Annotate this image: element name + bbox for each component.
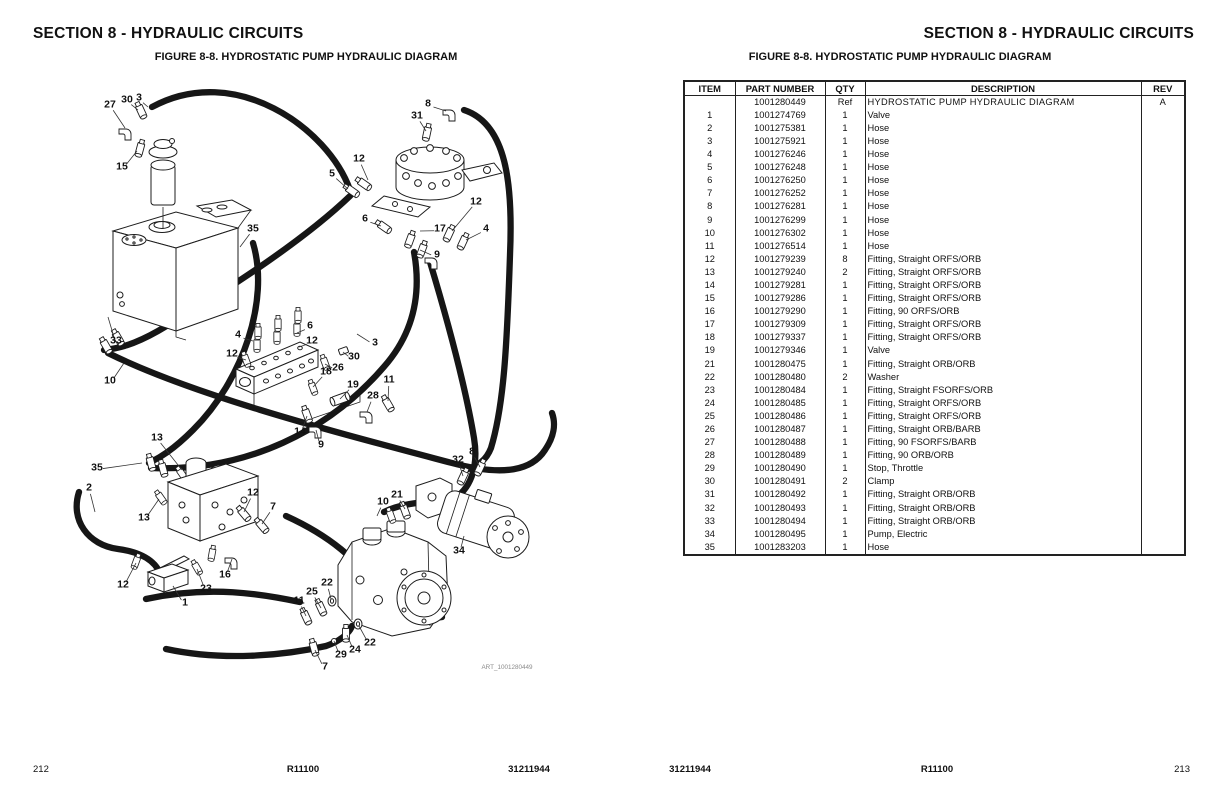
footer-docnum-left: 31211944 xyxy=(508,764,550,775)
column-header: DESCRIPTION xyxy=(865,81,1141,96)
cell-rev xyxy=(1141,371,1185,384)
callout-label: 12 xyxy=(470,195,482,208)
cell-rev xyxy=(1141,358,1185,371)
callout-label: 12 xyxy=(226,347,238,360)
table-row xyxy=(684,148,1185,161)
cell-part: 1001279337 xyxy=(735,332,825,345)
cell-item: 6 xyxy=(684,175,735,188)
cell-rev xyxy=(1141,188,1185,201)
cell-rev xyxy=(1141,175,1185,188)
cell-qty: 2 xyxy=(825,266,865,279)
callout-label: 7 xyxy=(270,500,276,513)
hydraulic-tank xyxy=(113,200,251,340)
cell-desc: Fitting, Straight ORB/ORB xyxy=(865,502,1141,515)
cell-item: 5 xyxy=(684,161,735,174)
callout-label: 9 xyxy=(318,438,324,451)
cell-rev xyxy=(1141,122,1185,135)
cell-desc: Valve xyxy=(865,345,1141,358)
callout-label: 35 xyxy=(247,222,259,235)
cell-part: 1001280486 xyxy=(735,410,825,423)
callout-leader-line xyxy=(90,494,95,512)
cell-qty: 1 xyxy=(825,319,865,332)
cell-item: 16 xyxy=(684,306,735,319)
callout-leader-line xyxy=(377,508,381,516)
cell-desc: Fitting, Straight ORFS/ORB xyxy=(865,319,1141,332)
section-header-right: SECTION 8 - HYDRAULIC CIRCUITS xyxy=(923,25,1194,42)
cell-part: 1001279290 xyxy=(735,306,825,319)
table-row xyxy=(684,515,1185,528)
cell-item: 25 xyxy=(684,410,735,423)
table-row xyxy=(684,122,1185,135)
callout-label: 12 xyxy=(117,578,129,591)
callout-label: 12 xyxy=(306,334,318,347)
cell-item: 3 xyxy=(684,135,735,148)
callout-label: 12 xyxy=(247,486,259,499)
callout-label: 4 xyxy=(483,222,489,235)
cell-item: 29 xyxy=(684,463,735,476)
cell-item: 1 xyxy=(684,109,735,122)
cell-part: 1001279346 xyxy=(735,345,825,358)
cell-item: 8 xyxy=(684,201,735,214)
table-row xyxy=(684,175,1185,188)
cell-desc: Hose xyxy=(865,148,1141,161)
cell-qty: 2 xyxy=(825,476,865,489)
cell-desc: Valve xyxy=(865,109,1141,122)
callout-label: 23 xyxy=(200,582,212,595)
cell-item: 18 xyxy=(684,332,735,345)
table-row xyxy=(684,463,1185,476)
cell-desc: Hose xyxy=(865,541,1141,555)
cell-desc: Fitting, 90 FSORFS/BARB xyxy=(865,436,1141,449)
cell-rev xyxy=(1141,279,1185,292)
cell-desc: Fitting, 90 ORB/ORB xyxy=(865,450,1141,463)
callout-leader-line xyxy=(367,402,371,412)
cell-rev xyxy=(1141,253,1185,266)
cell-desc: Fitting, Straight ORFS/ORB xyxy=(865,266,1141,279)
cell-part: 1001279309 xyxy=(735,319,825,332)
table-row xyxy=(684,188,1185,201)
cell-desc: Washer xyxy=(865,371,1141,384)
art-reference-label: ART_1001280449 xyxy=(481,664,533,671)
cell-qty: 8 xyxy=(825,253,865,266)
cell-item: 13 xyxy=(684,266,735,279)
cell-qty: 1 xyxy=(825,292,865,305)
cell-part: 1001276299 xyxy=(735,214,825,227)
callout-label: 3 xyxy=(136,91,142,104)
cell-desc: Hose xyxy=(865,135,1141,148)
cell-rev: A xyxy=(1141,96,1185,110)
callout-label: 31 xyxy=(411,109,423,122)
cell-part: 1001274769 xyxy=(735,109,825,122)
cell-qty: Ref xyxy=(825,96,865,110)
cell-part: 1001279240 xyxy=(735,266,825,279)
cell-part: 1001276514 xyxy=(735,240,825,253)
figure-title-right: FIGURE 8-8. HYDROSTATIC PUMP HYDRAULIC DIAGRAM xyxy=(748,51,1052,63)
cell-qty: 1 xyxy=(825,279,865,292)
cell-part: 1001280488 xyxy=(735,436,825,449)
cell-rev xyxy=(1141,450,1185,463)
callout-leader-line xyxy=(126,151,137,164)
callout-label: 22 xyxy=(321,576,333,589)
cell-desc: Fitting, Straight ORFS/ORB xyxy=(865,253,1141,266)
manual-page-right xyxy=(612,0,1224,792)
cell-qty: 1 xyxy=(825,175,865,188)
cell-rev xyxy=(1141,423,1185,436)
cell-rev xyxy=(1141,201,1185,214)
cell-desc: Hose xyxy=(865,240,1141,253)
cell-qty: 1 xyxy=(825,450,865,463)
callout-label: 26 xyxy=(332,361,344,374)
cell-desc: HYDROSTATIC PUMP HYDRAULIC DIAGRAM xyxy=(865,96,1141,110)
cell-qty: 1 xyxy=(825,463,865,476)
table-row xyxy=(684,161,1185,174)
cell-desc: Clamp xyxy=(865,476,1141,489)
table-row xyxy=(684,240,1185,253)
cell-qty: 1 xyxy=(825,423,865,436)
cell-desc: Hose xyxy=(865,227,1141,240)
callout-leader-line xyxy=(113,110,125,128)
table-row xyxy=(684,306,1185,319)
callout-label: 6 xyxy=(362,212,368,225)
callout-label: 15 xyxy=(116,160,128,173)
cell-qty: 1 xyxy=(825,109,865,122)
cell-part: 1001275921 xyxy=(735,135,825,148)
callout-label: 16 xyxy=(219,568,231,581)
cell-rev xyxy=(1141,135,1185,148)
parts-table-header xyxy=(684,81,1185,96)
callout-label: 14 xyxy=(294,425,306,438)
callout-label: 10 xyxy=(377,495,389,508)
cell-qty: 1 xyxy=(825,502,865,515)
table-row xyxy=(684,214,1185,227)
cell-qty: 1 xyxy=(825,214,865,227)
table-row xyxy=(684,279,1185,292)
cell-desc: Fitting, Straight ORB/ORB xyxy=(865,358,1141,371)
callout-label: 8 xyxy=(469,445,475,458)
cell-desc: Hose xyxy=(865,161,1141,174)
callout-label: 25 xyxy=(306,585,318,598)
cell-desc: Fitting, Straight ORFS/ORB xyxy=(865,332,1141,345)
cell-part: 1001280485 xyxy=(735,397,825,410)
callout-leader-line xyxy=(433,107,446,111)
cell-qty: 1 xyxy=(825,148,865,161)
cell-rev xyxy=(1141,384,1185,397)
table-row xyxy=(684,371,1185,384)
cell-part: 1001280490 xyxy=(735,463,825,476)
cell-rev xyxy=(1141,266,1185,279)
callout-label: 34 xyxy=(453,544,465,557)
cell-desc: Hose xyxy=(865,214,1141,227)
cell-qty: 1 xyxy=(825,397,865,410)
callout-label: 30 xyxy=(121,93,133,106)
callout-label: 18 xyxy=(320,365,332,378)
cell-desc: Fitting, Straight FSORFS/ORB xyxy=(865,384,1141,397)
cell-part: 1001280493 xyxy=(735,502,825,515)
footer-docnum-right: 31211944 xyxy=(669,764,711,775)
cell-rev xyxy=(1141,489,1185,502)
cell-rev xyxy=(1141,502,1185,515)
column-header: QTY xyxy=(825,81,865,96)
callout-label: 2 xyxy=(86,481,92,494)
cell-item: 35 xyxy=(684,541,735,555)
cell-part: 1001280495 xyxy=(735,528,825,541)
footer-model-right: R11100 xyxy=(920,764,954,775)
table-row xyxy=(684,423,1185,436)
table-row xyxy=(684,397,1185,410)
cell-desc: Fitting, Straight ORB/ORB xyxy=(865,515,1141,528)
cell-desc: Hose xyxy=(865,175,1141,188)
cell-rev xyxy=(1141,463,1185,476)
cell-qty: 1 xyxy=(825,541,865,555)
cell-desc: Fitting, Straight ORFS/ORB xyxy=(865,292,1141,305)
cell-part: 1001276250 xyxy=(735,175,825,188)
table-row xyxy=(684,253,1185,266)
callout-leader-line xyxy=(452,207,472,231)
cell-rev xyxy=(1141,109,1185,122)
cell-desc: Pump, Electric xyxy=(865,528,1141,541)
callout-label: 13 xyxy=(138,511,150,524)
hydraulic-diagram xyxy=(55,85,567,685)
cell-item: 7 xyxy=(684,188,735,201)
table-row xyxy=(684,135,1185,148)
table-row xyxy=(684,292,1185,305)
callout-label: 24 xyxy=(349,643,361,656)
cell-desc: Fitting, Straight ORB/ORB xyxy=(865,489,1141,502)
cell-desc: Fitting, Straight ORFS/ORB xyxy=(865,410,1141,423)
cell-item: 11 xyxy=(684,240,735,253)
cell-qty: 1 xyxy=(825,528,865,541)
cell-item: 34 xyxy=(684,528,735,541)
table-row xyxy=(684,96,1185,110)
callout-label: 11 xyxy=(383,373,395,386)
callout-leader-line xyxy=(103,463,142,469)
cell-rev xyxy=(1141,410,1185,423)
cell-part: 1001280492 xyxy=(735,489,825,502)
cell-item: 9 xyxy=(684,214,735,227)
callout-leader-line xyxy=(143,103,148,107)
cell-item: 27 xyxy=(684,436,735,449)
cell-rev xyxy=(1141,148,1185,161)
cell-desc: Hose xyxy=(865,122,1141,135)
table-row xyxy=(684,266,1185,279)
cell-item: 17 xyxy=(684,319,735,332)
cell-part: 1001280491 xyxy=(735,476,825,489)
footer-model-left: R11100 xyxy=(286,764,320,775)
cell-item: 4 xyxy=(684,148,735,161)
cell-desc: Fitting, Straight ORFS/ORB xyxy=(865,279,1141,292)
cell-item: 32 xyxy=(684,502,735,515)
column-header: PART NUMBER xyxy=(735,81,825,96)
callout-label: 12 xyxy=(353,152,365,165)
table-row xyxy=(684,528,1185,541)
cell-part: 1001276252 xyxy=(735,188,825,201)
column-header: ITEM xyxy=(684,81,735,96)
cell-item: 2 xyxy=(684,122,735,135)
callout-label: 30 xyxy=(348,350,360,363)
cell-part: 1001280480 xyxy=(735,371,825,384)
cell-part: 1001279286 xyxy=(735,292,825,305)
cell-rev xyxy=(1141,541,1185,555)
cell-qty: 1 xyxy=(825,436,865,449)
parts-table xyxy=(683,80,1186,556)
callout-label: 9 xyxy=(434,248,440,261)
cell-part: 1001276302 xyxy=(735,227,825,240)
cell-rev xyxy=(1141,161,1185,174)
callout-leader-line xyxy=(262,512,270,524)
cell-item: 14 xyxy=(684,279,735,292)
callout-label: 10 xyxy=(104,374,116,387)
cell-item: 31 xyxy=(684,489,735,502)
table-row xyxy=(684,227,1185,240)
cell-qty: 1 xyxy=(825,122,865,135)
callout-label: 1 xyxy=(182,596,188,609)
cell-desc: Stop, Throttle xyxy=(865,463,1141,476)
cell-rev xyxy=(1141,397,1185,410)
callout-label: 8 xyxy=(425,97,431,110)
table-row xyxy=(684,201,1185,214)
table-row xyxy=(684,450,1185,463)
column-header: REV xyxy=(1141,81,1185,96)
cell-qty: 1 xyxy=(825,332,865,345)
mounting-ring-flange xyxy=(342,110,502,269)
cell-part: 1001279281 xyxy=(735,279,825,292)
callout-label: 19 xyxy=(347,378,359,391)
cell-rev xyxy=(1141,345,1185,358)
cell-qty: 1 xyxy=(825,358,865,371)
cell-qty: 1 xyxy=(825,515,865,528)
callout-label: 17 xyxy=(434,222,446,235)
cell-qty: 1 xyxy=(825,240,865,253)
table-row xyxy=(684,332,1185,345)
cell-item: 21 xyxy=(684,358,735,371)
cell-part: 1001279239 xyxy=(735,253,825,266)
table-row xyxy=(684,502,1185,515)
callout-leader-line xyxy=(361,165,368,180)
section-header-left: SECTION 8 - HYDRAULIC CIRCUITS xyxy=(33,25,304,42)
cell-part: 1001280487 xyxy=(735,423,825,436)
cell-rev xyxy=(1141,306,1185,319)
cell-part: 1001275381 xyxy=(735,122,825,135)
table-row xyxy=(684,345,1185,358)
cell-part: 1001276281 xyxy=(735,201,825,214)
cell-desc: Fitting, Straight ORB/BARB xyxy=(865,423,1141,436)
callout-label: 32 xyxy=(452,453,464,466)
table-row xyxy=(684,489,1185,502)
cell-qty: 1 xyxy=(825,135,865,148)
cell-rev xyxy=(1141,227,1185,240)
callout-label: 5 xyxy=(329,167,335,180)
manifold-block xyxy=(236,307,395,438)
cell-item: 26 xyxy=(684,423,735,436)
cell-rev xyxy=(1141,332,1185,345)
table-row xyxy=(684,476,1185,489)
callout-leader-line xyxy=(357,334,370,342)
cell-qty: 1 xyxy=(825,489,865,502)
cell-desc: Fitting, Straight ORFS/ORB xyxy=(865,397,1141,410)
cell-rev xyxy=(1141,240,1185,253)
callout-label: 4 xyxy=(235,328,241,341)
cell-rev xyxy=(1141,319,1185,332)
callout-label: 21 xyxy=(391,488,403,501)
cell-desc: Fitting, 90 ORFS/ORB xyxy=(865,306,1141,319)
cell-qty: 1 xyxy=(825,306,865,319)
cell-rev xyxy=(1141,214,1185,227)
callout-leader-line xyxy=(313,377,322,387)
page-number-right: 213 xyxy=(1174,764,1190,775)
cell-item: 23 xyxy=(684,384,735,397)
cell-desc: Hose xyxy=(865,201,1141,214)
table-row xyxy=(684,109,1185,122)
callout-label: 13 xyxy=(151,431,163,444)
cell-item: 24 xyxy=(684,397,735,410)
callout-label: 22 xyxy=(364,636,376,649)
cell-part: 1001276246 xyxy=(735,148,825,161)
table-row xyxy=(684,319,1185,332)
cell-rev xyxy=(1141,515,1185,528)
callout-label: 28 xyxy=(367,389,379,402)
cell-part: 1001280475 xyxy=(735,358,825,371)
callout-label: 33 xyxy=(110,334,122,347)
callout-label: 3 xyxy=(372,336,378,349)
page-number-left: 212 xyxy=(33,764,49,775)
table-row xyxy=(684,410,1185,423)
cell-item: 30 xyxy=(684,476,735,489)
cell-qty: 1 xyxy=(825,161,865,174)
cell-part: 1001283203 xyxy=(735,541,825,555)
cell-item: 33 xyxy=(684,515,735,528)
cell-desc: Hose xyxy=(865,188,1141,201)
table-row xyxy=(684,436,1185,449)
callout-label: 35 xyxy=(91,461,103,474)
callout-label: 6 xyxy=(307,319,313,332)
table-row xyxy=(684,541,1185,555)
cell-item: 10 xyxy=(684,227,735,240)
cell-part: 1001280449 xyxy=(735,96,825,110)
cell-qty: 1 xyxy=(825,410,865,423)
cell-item: 28 xyxy=(684,450,735,463)
cell-qty: 2 xyxy=(825,371,865,384)
cell-item: 19 xyxy=(684,345,735,358)
cell-rev xyxy=(1141,528,1185,541)
cell-rev xyxy=(1141,292,1185,305)
cell-qty: 1 xyxy=(825,227,865,240)
cell-part: 1001280489 xyxy=(735,450,825,463)
cell-part: 1001280494 xyxy=(735,515,825,528)
cell-part: 1001280484 xyxy=(735,384,825,397)
cell-qty: 1 xyxy=(825,345,865,358)
cell-qty: 1 xyxy=(825,188,865,201)
cell-item: 15 xyxy=(684,292,735,305)
table-row xyxy=(684,384,1185,397)
cell-part: 1001276248 xyxy=(735,161,825,174)
table-row xyxy=(684,358,1185,371)
cell-qty: 1 xyxy=(825,384,865,397)
cell-rev xyxy=(1141,476,1185,489)
callout-label: 11 xyxy=(293,594,305,607)
cell-item xyxy=(684,96,735,110)
callout-leader-line xyxy=(240,234,250,247)
callout-label: 27 xyxy=(104,98,116,111)
cell-item: 12 xyxy=(684,253,735,266)
cell-item: 22 xyxy=(684,371,735,384)
cell-rev xyxy=(1141,436,1185,449)
cell-qty: 1 xyxy=(825,201,865,214)
callout-label: 29 xyxy=(335,648,347,661)
figure-title-left: FIGURE 8-8. HYDROSTATIC PUMP HYDRAULIC DIAGRAM xyxy=(154,51,458,63)
callout-label: 7 xyxy=(322,660,328,673)
